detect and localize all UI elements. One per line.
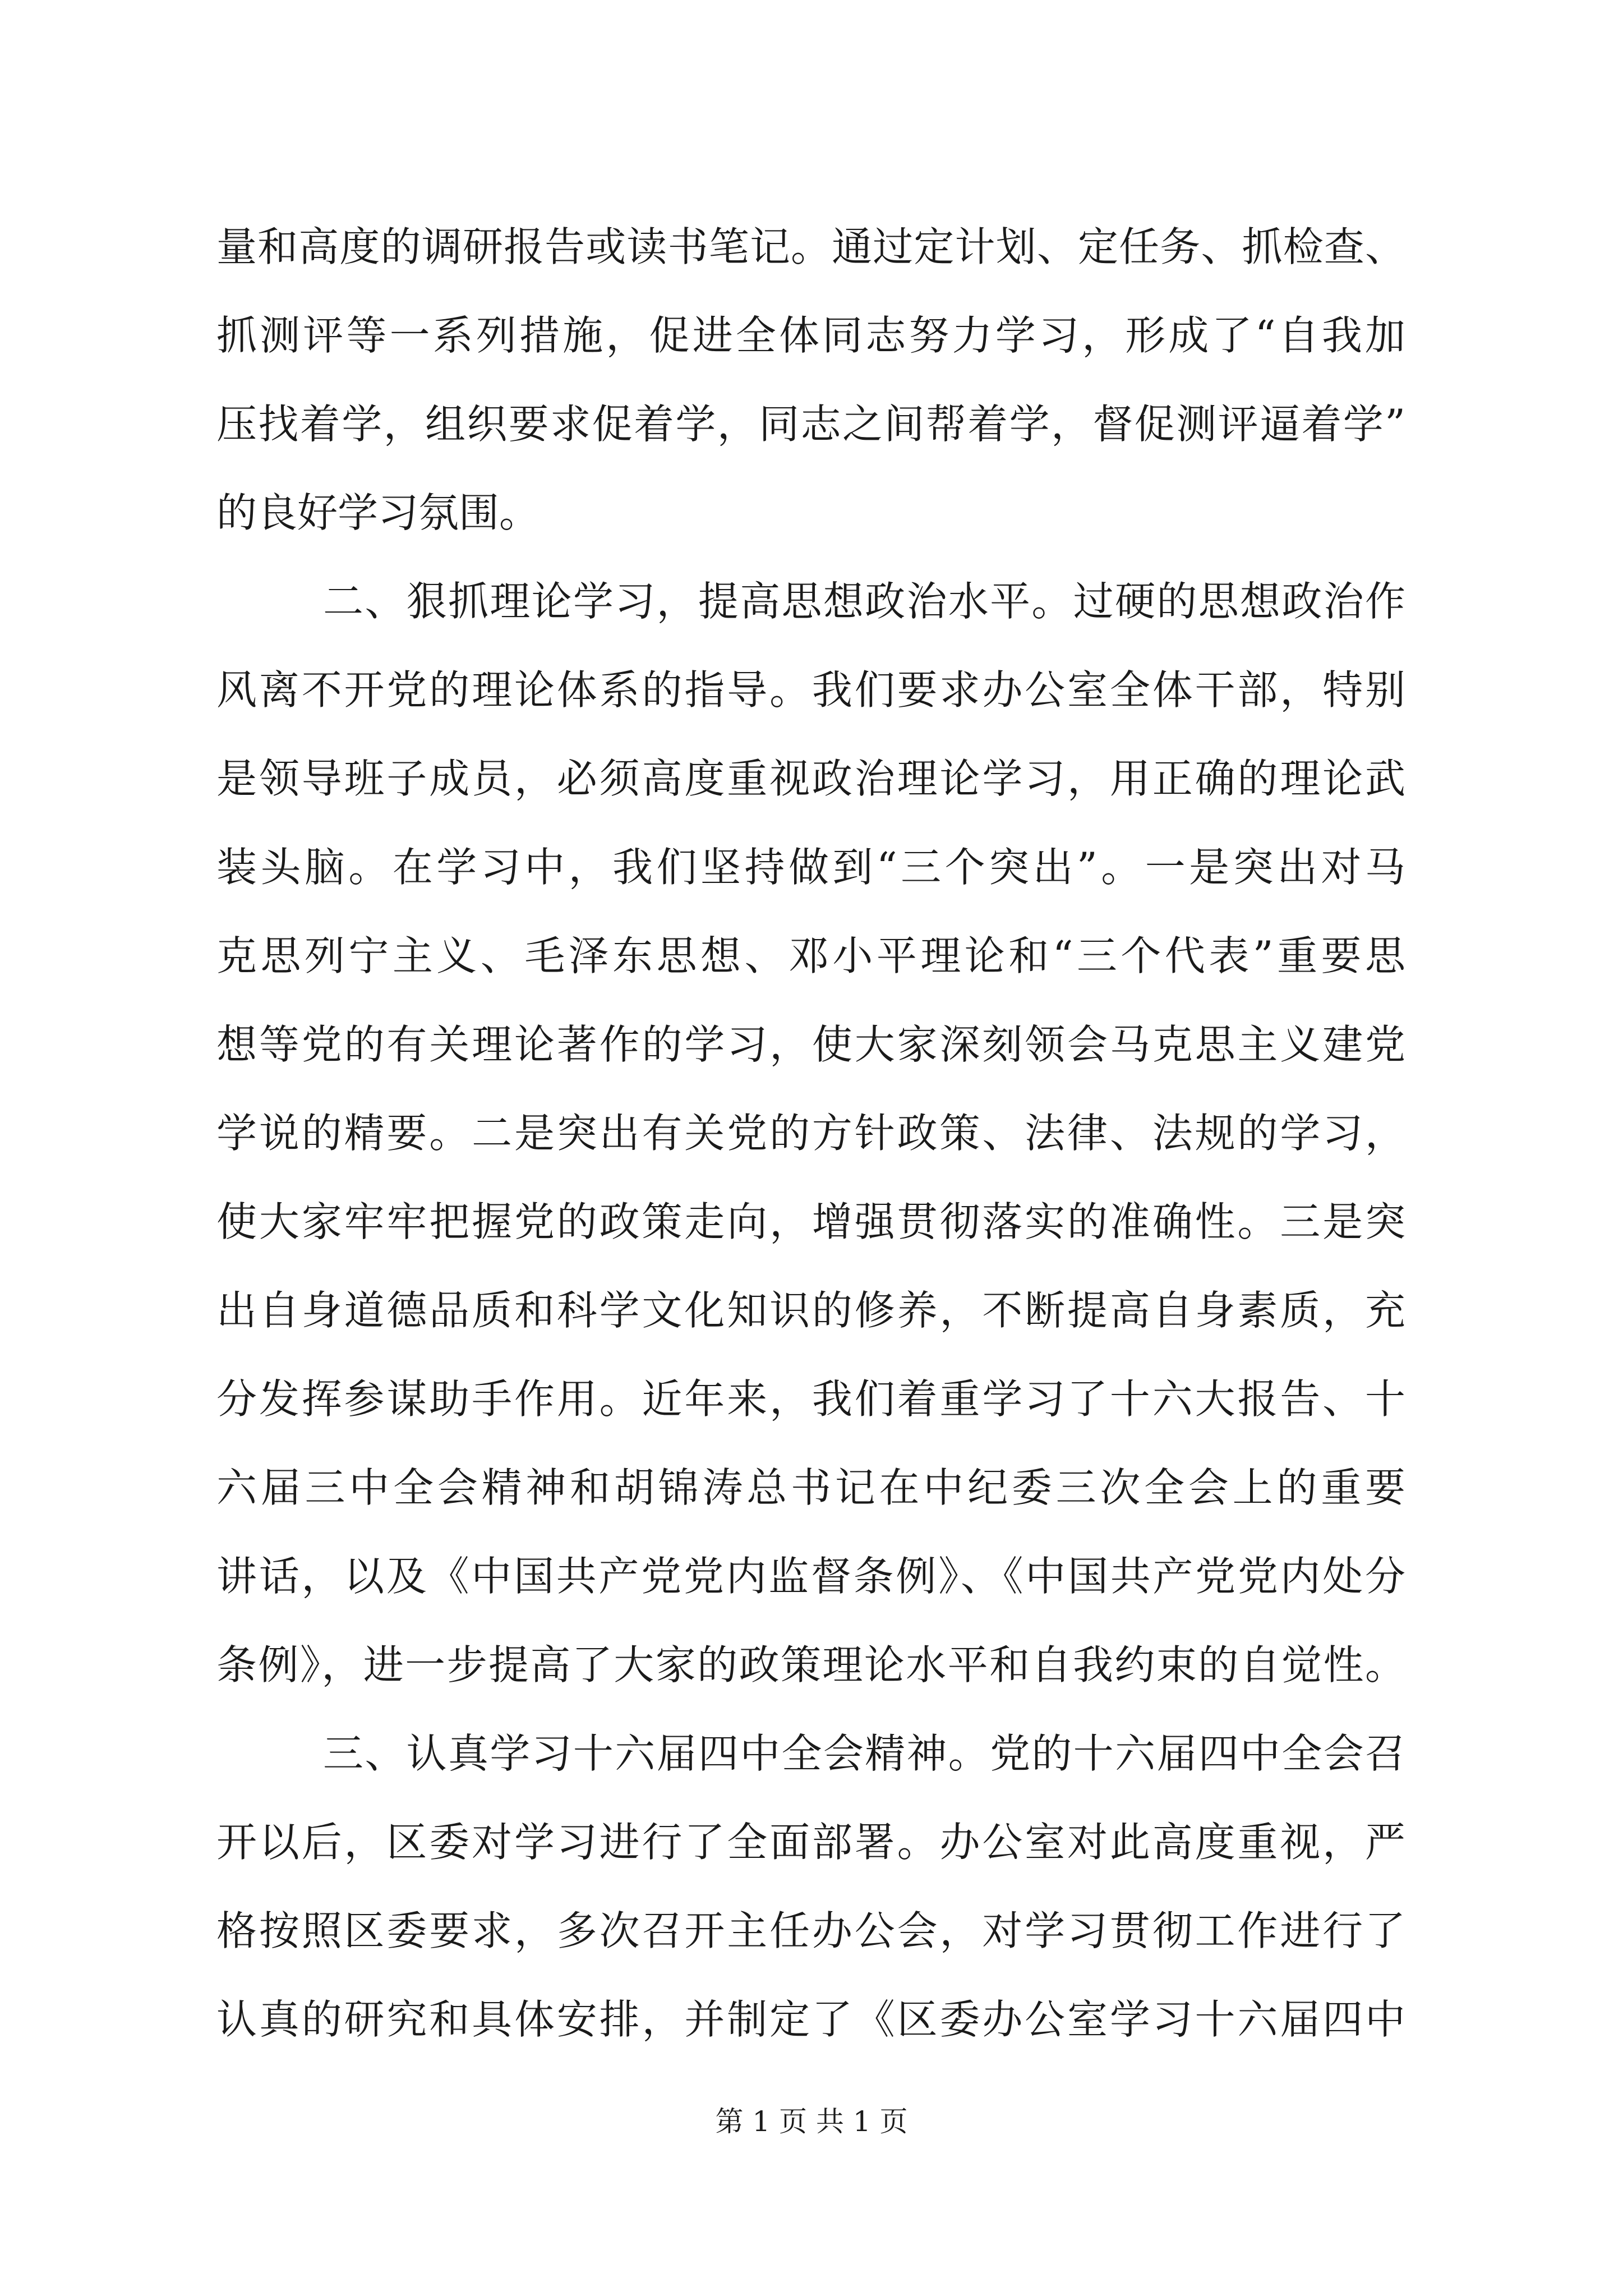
text-line: 量和高度的调研报告或读书笔记。通过定计划、定任务、抓检查、 — [216, 223, 1405, 270]
text-line: 格按照区委要求，多次召开主任办公会，对学习贯彻工作进行了 — [216, 1907, 1405, 1954]
text-line: 克思列宁主义、毛泽东思想、邓小平理论和“三个代表”重要思 — [216, 932, 1405, 979]
text-line: 压找着学，组织要求促着学，同志之间帮着学，督促测评逼着学” — [216, 401, 1405, 448]
text-line: 二、狠抓理论学习，提高思想政治水平。过硬的思想政治作 — [323, 578, 1405, 625]
text-line: 学说的精要。二是突出有关党的方针政策、法律、法规的学习， — [216, 1110, 1405, 1157]
text-line: 使大家牢牢把握党的政策走向，增强贯彻落实的准确性。三是突 — [216, 1198, 1405, 1245]
text-line: 六届三中全会精神和胡锦涛总书记在中纪委三次全会上的重要 — [216, 1464, 1405, 1511]
page-footer: 第 1 页 共 1 页 — [715, 2105, 908, 2138]
text-line: 开以后，区委对学习进行了全面部署。办公室对此高度重视，严 — [216, 1819, 1405, 1866]
text-line: 装头脑。在学习中，我们坚持做到“三个突出”。一是突出对马 — [216, 844, 1405, 891]
text-line: 风离不开党的理论体系的指导。我们要求办公室全体干部，特别 — [216, 666, 1405, 714]
text-line: 想等党的有关理论著作的学习，使大家深刻领会马克思主义建党 — [216, 1021, 1405, 1068]
text-line: 的良好学习氛围。 — [216, 489, 540, 536]
text-line: 是领导班子成员，必须高度重视政治理论学习，用正确的理论武 — [216, 755, 1405, 802]
text-line: 分发挥参谋助手作用。近年来，我们着重学习了十六大报告、十 — [216, 1375, 1405, 1423]
text-line: 抓测评等一系列措施，促进全体同志努力学习，形成了“自我加 — [216, 312, 1405, 359]
text-line: 三、认真学习十六届四中全会精神。党的十六届四中全会召 — [323, 1730, 1405, 1777]
text-line: 条例》，进一步提高了大家的政策理论水平和自我约束的自觉性。 — [216, 1641, 1405, 1688]
text-line: 讲话，以及《中国共产党党内监督条例》、《中国共产党党内处分 — [216, 1553, 1405, 1600]
text-line: 出自身道德品质和科学文化知识的修养，不断提高自身素质，充 — [216, 1287, 1405, 1334]
text-line: 认真的研究和具体安排，并制定了《区委办公室学习十六届四中 — [216, 1996, 1405, 2043]
